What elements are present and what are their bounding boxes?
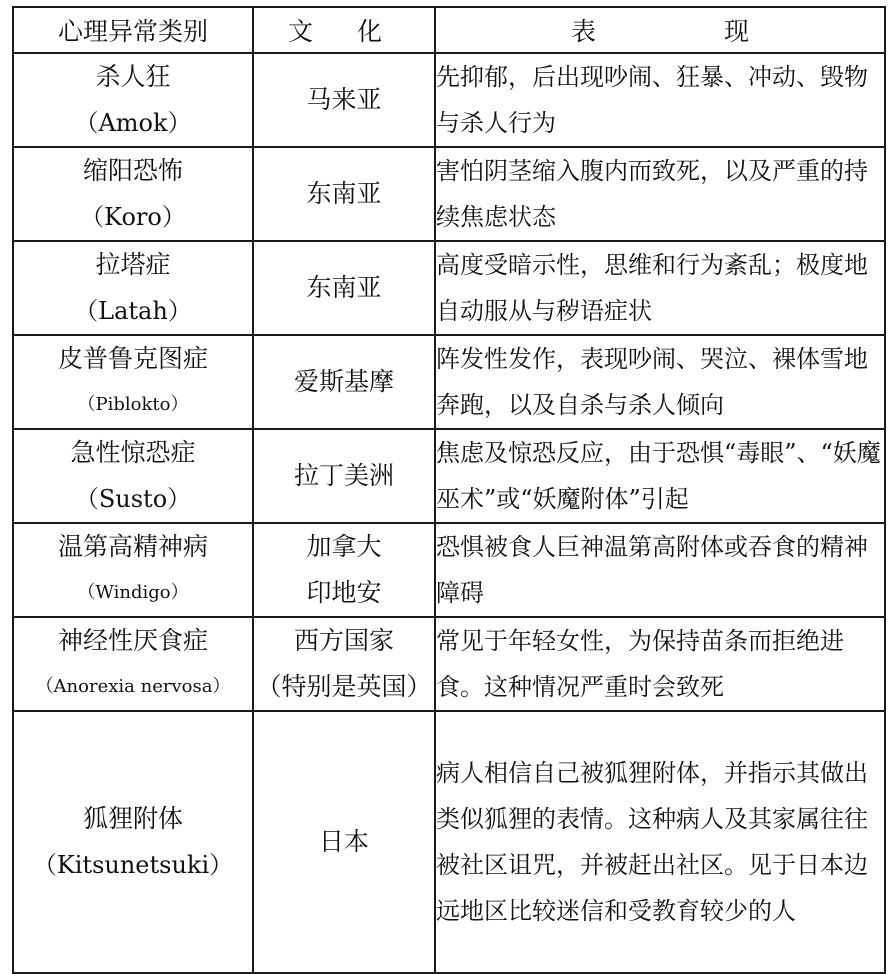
category-name: 拉塔症 bbox=[95, 250, 171, 279]
category-name: 神经性厌食症 bbox=[57, 626, 208, 655]
table-row bbox=[13, 147, 885, 241]
table-row bbox=[13, 53, 885, 147]
category-cell bbox=[13, 711, 253, 973]
category-name: 急性惊恐症 bbox=[70, 438, 196, 467]
header-culture: 文 化 bbox=[253, 7, 435, 53]
culture-cell bbox=[253, 617, 435, 711]
category-name: 杀人狂 bbox=[95, 62, 171, 91]
table-row bbox=[13, 523, 885, 617]
table-row bbox=[13, 711, 885, 973]
category-english: （Amok） bbox=[74, 109, 192, 137]
culture-cell bbox=[253, 241, 435, 335]
culture-line: 西方国家 bbox=[293, 626, 394, 655]
manifestation-cell: 病人相信自己被狐狸附体，并指示其做出类似狐狸的表情。这种病人及其家属往往被社区诅咒，并被赶出社区。见于日本边远地区比较迷信和受教育较少的人 bbox=[435, 711, 885, 973]
culture-bound-syndromes-table bbox=[12, 6, 886, 974]
manifestation-cell: 阵发性发作，表现吵闹、哭泣、裸体雪地奔跑，以及自杀与杀人倾向 bbox=[435, 335, 885, 429]
manifestation-cell: 高度受暗示性，思维和行为紊乱；极度地自动服从与秽语症状 bbox=[435, 241, 885, 335]
culture-line: 东南亚 bbox=[306, 273, 382, 302]
category-english: （Piblokto） bbox=[77, 394, 189, 415]
culture-line: 马来亚 bbox=[306, 85, 382, 114]
table-row bbox=[13, 335, 885, 429]
culture-cell bbox=[253, 53, 435, 147]
table-header-row bbox=[13, 7, 885, 53]
manifestation-cell: 常见于年轻女性，为保持苗条而拒绝进食。这种情况严重时会致死 bbox=[435, 617, 885, 711]
manifestation-cell: 焦虑及惊恐反应，由于恐惧“毒眼”、“妖魔巫术”或“妖魔附体”引起 bbox=[435, 429, 885, 523]
category-english: （Latah） bbox=[74, 297, 192, 325]
category-cell bbox=[13, 241, 253, 335]
category-cell bbox=[13, 335, 253, 429]
header-category: 心理异常类别 bbox=[13, 7, 253, 53]
category-english: （Kitsunetsuki） bbox=[32, 851, 234, 879]
category-name: 缩阳恐怖 bbox=[82, 156, 183, 185]
culture-cell bbox=[253, 147, 435, 241]
category-name: 狐狸附体 bbox=[82, 804, 183, 833]
category-cell bbox=[13, 429, 253, 523]
table-row bbox=[13, 617, 885, 711]
culture-cell bbox=[253, 335, 435, 429]
header-manifestation: 表 现 bbox=[435, 7, 885, 53]
culture-cell bbox=[253, 711, 435, 973]
culture-line: 加拿大 bbox=[306, 532, 382, 561]
culture-line: （特别是英国） bbox=[256, 672, 432, 701]
manifestation-cell: 先抑郁，后出现吵闹、狂暴、冲动、毁物与杀人行为 bbox=[435, 53, 885, 147]
category-cell bbox=[13, 53, 253, 147]
culture-cell bbox=[253, 523, 435, 617]
category-english: （Koro） bbox=[80, 203, 186, 231]
category-cell bbox=[13, 523, 253, 617]
category-name: 皮普鲁克图症 bbox=[57, 344, 208, 373]
category-english: （Susto） bbox=[74, 485, 192, 513]
table-row bbox=[13, 241, 885, 335]
culture-line: 爱斯基摩 bbox=[293, 367, 394, 396]
culture-line: 拉丁美洲 bbox=[293, 461, 394, 490]
culture-line: 东南亚 bbox=[306, 179, 382, 208]
category-english: （Anorexia nervosa） bbox=[35, 676, 231, 697]
manifestation-cell: 恐惧被食人巨神温第高附体或吞食的精神障碍 bbox=[435, 523, 885, 617]
category-cell bbox=[13, 147, 253, 241]
culture-line: 日本 bbox=[318, 827, 369, 856]
category-english: （Windigo） bbox=[77, 582, 189, 603]
category-cell bbox=[13, 617, 253, 711]
table-row bbox=[13, 429, 885, 523]
culture-cell bbox=[253, 429, 435, 523]
manifestation-cell: 害怕阴茎缩入腹内而致死，以及严重的持续焦虑状态 bbox=[435, 147, 885, 241]
culture-line: 印地安 bbox=[306, 578, 382, 607]
category-name: 温第高精神病 bbox=[57, 532, 208, 561]
